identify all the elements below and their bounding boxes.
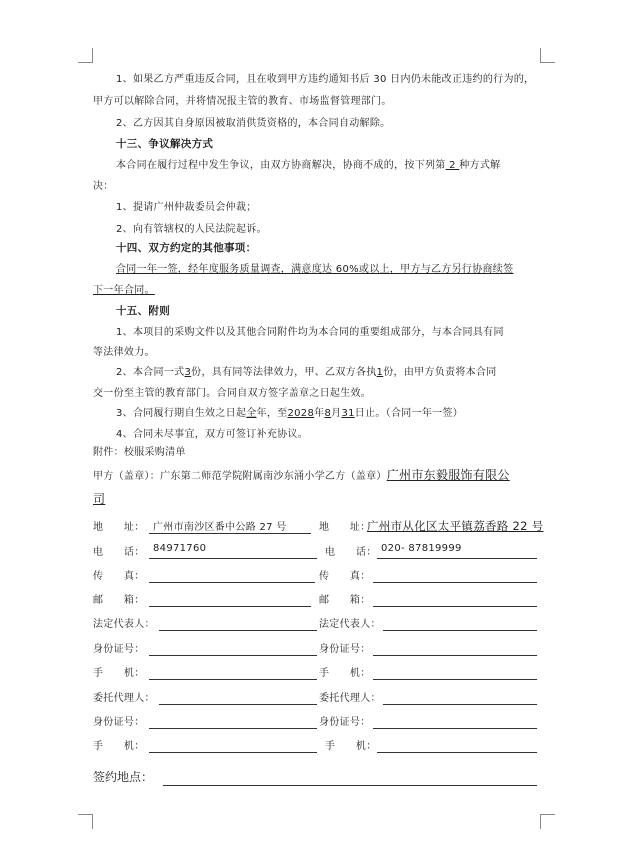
row-legal-rep — [93, 615, 537, 633]
section-13-intro-text: 本合同在履行过程中发生争议，由双方协商解决，协商不成的，按下列第 — [116, 160, 446, 171]
signing-place-label: 签约地点： — [93, 770, 154, 784]
row-address — [93, 518, 544, 536]
section-13-intro — [93, 155, 537, 176]
end-month: 8 — [324, 408, 332, 419]
item-2-text-b: 份，具有同等法律效力，甲、乙双方各执 — [191, 367, 377, 378]
party-b-address-label: 地 址： — [319, 522, 371, 533]
party-a-id-field[interactable] — [149, 640, 317, 656]
item-3-text-b: 年，至 — [256, 408, 288, 419]
section-15-item-2 — [93, 362, 537, 383]
section-15-item-4: 4、合同未尽事宜，双方可签订补充协议。 — [116, 429, 309, 440]
party-b-phone-label: 电 话： — [325, 547, 377, 558]
clause-1: 1、如果乙方严重违反合同，且在收到甲方违约通知书后 30 日内仍未能改正违约的行为的， — [116, 74, 535, 85]
end-year: 2028 — [287, 408, 315, 419]
item-2-text-a: 2、本合同一式 — [116, 367, 185, 378]
section-13-option-2: 2、向有管辖权的人民法院起诉。 — [116, 224, 267, 235]
party-b-legal-rep-field[interactable] — [383, 615, 537, 631]
section-14-title: 十四、双方约定的其他事项： — [116, 242, 257, 254]
crop-mark-bottom-left — [78, 814, 93, 829]
party-a-id-label: 身份证号： — [93, 644, 145, 655]
party-a-agent-label: 委托代理人： — [93, 693, 155, 704]
party-a-agent-field[interactable] — [159, 689, 317, 705]
signing-place-row — [93, 768, 537, 788]
party-a-legal-rep-field[interactable] — [159, 615, 317, 631]
item-3-text-d: 月 — [331, 408, 342, 419]
section-13-option-1: 1、提请广州仲裁委员会仲裁； — [116, 202, 257, 213]
party-b-id-label: 身份证号： — [319, 644, 371, 655]
section-14-line-1: 合同一年一签，经年度服务质量调查，满意度达 60%或以上，甲方与乙方另行协商续签 — [116, 264, 514, 275]
party-a-name: 广东第二师范学院附属南沙东涌小学 — [160, 471, 325, 482]
row-email — [93, 591, 537, 609]
party-b-email-field[interactable] — [373, 591, 537, 607]
clause-2: 2、乙方因其自身原因被取消供货资格的，本合同自动解除。 — [116, 118, 391, 129]
row-mobile — [93, 664, 537, 682]
item-3-text-a: 3、合同履行期自生效之日起 — [116, 408, 247, 419]
item-3-text-c: 年 — [314, 408, 325, 419]
party-a-email-label: 邮 箱： — [93, 595, 145, 606]
party-a-legal-rep-label: 法定代表人： — [93, 619, 155, 630]
party-b-address-field[interactable]: 广州市从化区太平镇荔香路 22 号 — [367, 519, 544, 533]
party-a-agent-mobile-field[interactable] — [149, 737, 317, 753]
party-b-agent-mobile-label: 手 机： — [325, 741, 377, 752]
party-b-phone-field[interactable]: 020- 87819999 — [377, 543, 537, 559]
party-b-mobile-field[interactable] — [373, 664, 537, 680]
item-2-text-c: 份，由甲方负责将本合同 — [383, 367, 497, 378]
row-agent-id — [93, 713, 537, 731]
crop-mark-top-right — [540, 48, 555, 63]
section-15-item-2-cont: 交一份至主管的教育部门。合同自双方签字盖章之日起生效。 — [93, 388, 372, 399]
row-id-number — [93, 640, 537, 658]
signing-place-field[interactable] — [163, 768, 537, 786]
party-b-agent-id-label: 身份证号： — [319, 717, 371, 728]
copies-count: 3 — [184, 367, 192, 378]
party-a-address-field[interactable]: 广州市南沙区番中公路 27 号 — [149, 518, 311, 534]
party-b-email-label: 邮 箱： — [319, 595, 371, 606]
party-a-agent-id-label: 身份证号： — [93, 717, 145, 728]
party-a-email-field[interactable] — [149, 591, 311, 607]
party-a-phone-field[interactable]: 84971760 — [149, 543, 317, 559]
section-15-item-1-cont: 等法律效力。 — [93, 347, 155, 358]
party-a-label: 甲方（盖章）： — [93, 471, 161, 482]
item-3-text-e: 日止。（合同一年一签） — [354, 408, 464, 419]
party-b-name: 广州市东毅服饰有限公 — [386, 468, 510, 482]
party-b-mobile-label: 手 机： — [319, 668, 371, 679]
attachment-line: 附件：校服采购清单 — [93, 447, 186, 458]
party-b-id-field[interactable] — [373, 640, 537, 656]
row-fax — [93, 567, 537, 585]
party-b-agent-id-field[interactable] — [373, 713, 537, 729]
section-15-item-1: 1、本项目的采购文件以及其他合同附件均为本合同的重要组成部分，与本合同具有同 — [116, 327, 504, 338]
end-day: 31 — [341, 408, 355, 419]
section-13-title: 十三、争议解决方式 — [116, 138, 214, 150]
section-14-line-2: 下一年合同。 — [93, 285, 155, 296]
party-block — [93, 464, 537, 512]
party-b-legal-rep-label: 法定代表人： — [319, 619, 381, 630]
crop-mark-bottom-right — [540, 814, 555, 829]
party-a-phone-label: 电 话： — [93, 547, 145, 558]
party-a-agent-mobile-label: 手 机： — [93, 741, 145, 752]
party-a-address-label: 地 址： — [93, 522, 145, 533]
party-a-mobile-field[interactable] — [149, 664, 317, 680]
method-number: 2 — [445, 160, 460, 171]
party-b-agent-label: 委托代理人： — [319, 693, 381, 704]
copies-each: 1 — [376, 367, 384, 378]
row-agent — [93, 689, 537, 707]
party-b-fax-field[interactable] — [373, 567, 537, 583]
party-a-mobile-label: 手 机： — [93, 668, 145, 679]
party-b-label: 乙方（盖章） — [324, 471, 387, 482]
row-agent-mobile — [93, 737, 537, 755]
party-b-fax-label: 传 真： — [319, 571, 371, 582]
party-a-fax-field[interactable] — [149, 567, 315, 583]
clause-1-cont: 甲方可以解除合同，并将情况报主管的教育、市场监督管理部门。 — [93, 96, 392, 107]
party-a-agent-id-field[interactable] — [149, 713, 317, 729]
party-b-name-cont: 司 — [93, 492, 106, 506]
term-years: 全 — [246, 408, 257, 419]
party-b-agent-mobile-field[interactable] — [377, 737, 537, 753]
section-13-intro-tail: 种方式解 — [459, 160, 501, 171]
crop-mark-top-left — [78, 48, 93, 63]
party-b-agent-field[interactable] — [383, 689, 537, 705]
section-15-title: 十五、附则 — [116, 305, 170, 317]
party-a-fax-label: 传 真： — [93, 571, 145, 582]
section-13-intro-cont: 决： — [93, 181, 114, 192]
row-phone — [93, 543, 537, 561]
section-15-item-3 — [93, 403, 537, 424]
